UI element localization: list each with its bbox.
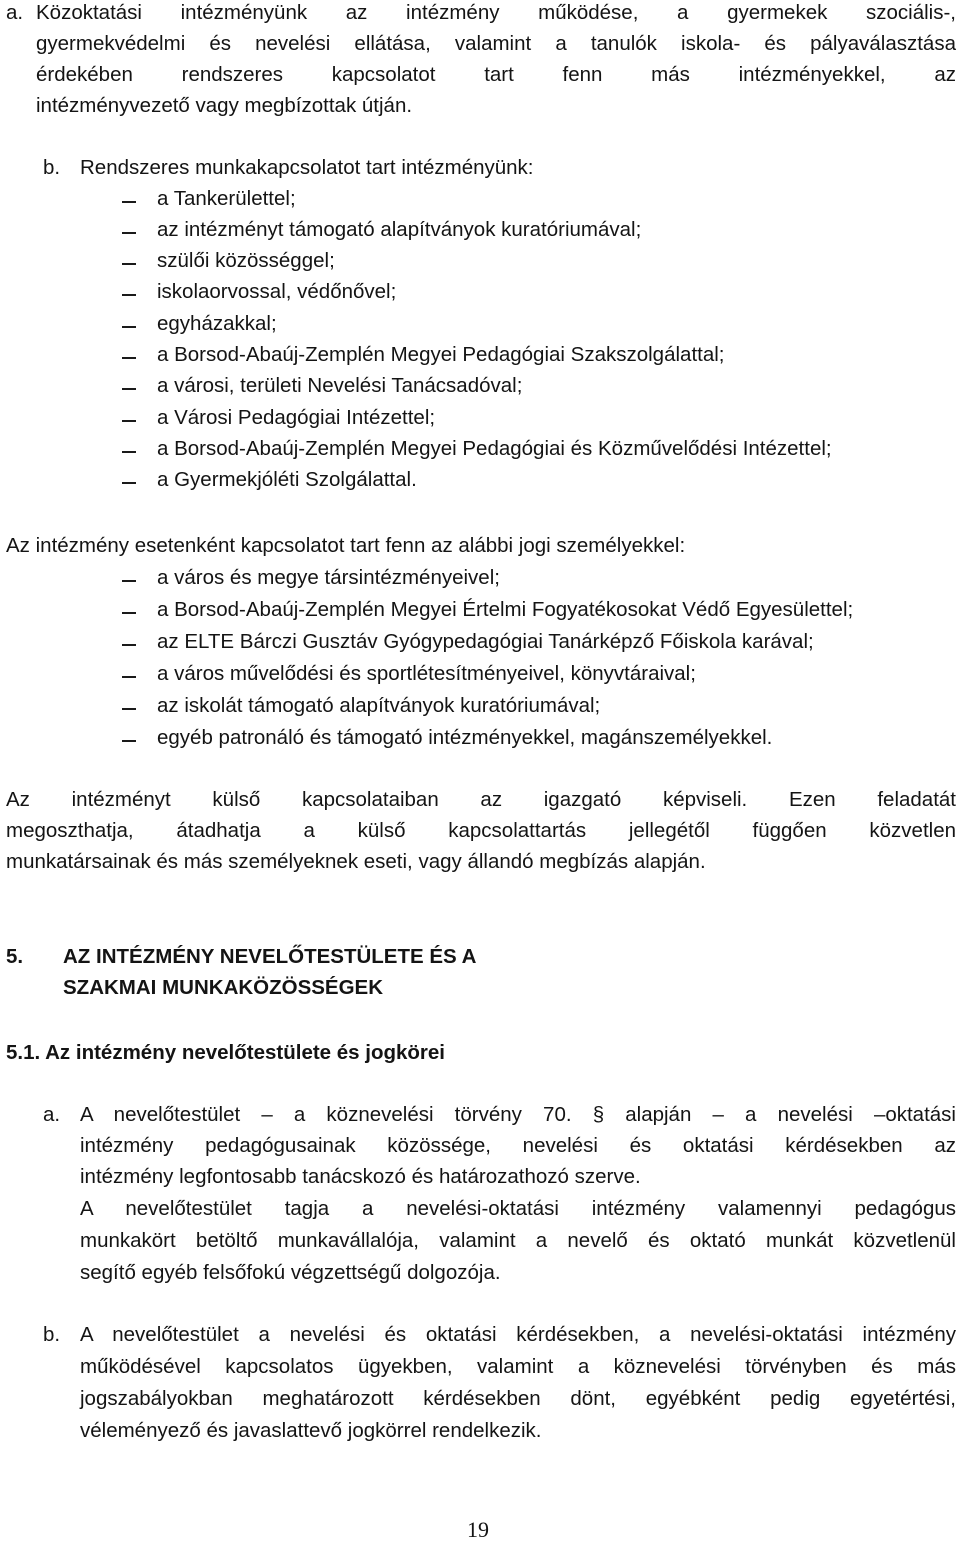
bullet-dash [122,232,136,234]
chapter-title-line-1: AZ INTÉZMÉNY NEVELŐTESTÜLETE ÉS A [63,945,477,968]
bullet-dash [122,263,136,265]
list-item: a városi, területi Nevelési Tanácsadóval; [157,374,523,397]
point-b-line-1: A nevelőtestület a nevelési és oktatási kérdésekben, a nevelési-oktatási intézmény [80,1323,956,1346]
bullet-dash [122,326,136,328]
bullet-dash [122,294,136,296]
bullet-dash [122,580,136,582]
section-a-line-1: Közoktatási intézményünk az intézmény működése, a gyermekek szociális-, [36,1,956,24]
list-item: a Borsod-Abaúj-Zemplén Megyei Pedagógiai és Közművelődési Intézettel; [157,437,832,460]
section-a-line-4: intézményvezető vagy megbízottak útján. [36,94,413,117]
occasional-intro: Az intézmény esetenként kapcsolatot tart fenn az alábbi jogi személyekkel: [6,534,686,557]
point-a-label: a. [43,1103,61,1126]
bullet-dash [122,482,136,484]
section-b-label: b. [43,156,61,179]
point-b-line-3: jogszabályokban meghatározott kérdésekben dönt, egyébként pedig egyetértési, [80,1387,956,1410]
bullet-dash [122,420,136,422]
bullet-dash [122,357,136,359]
list-item: a Tankerülettel; [157,187,296,210]
section-b-intro: Rendszeres munkakapcsolatot tart intézményünk: [80,156,534,179]
point-b-label: b. [43,1323,61,1346]
point-b-line-2: működésével kapcsolatos ügyekben, valamint a köznevelési törvényben és más [80,1355,956,1378]
chapter-number: 5. [6,945,24,968]
section-a-line-3: érdekében rendszeres kapcsolatot tart fenn más intézményekkel, az [36,63,956,86]
point-a-line-5: munkakört betöltő munkavállalója, valamint a nevelő és oktató munkát közvetlenül [80,1229,956,1252]
point-b-line-4: véleményező és javaslattevő jogkörrel rendelkezik. [80,1419,542,1442]
point-a-line-2: intézmény pedagógusainak közössége, nevelési és oktatási kérdésekben az [80,1134,956,1157]
bullet-dash [122,612,136,614]
list-item: a Borsod-Abaúj-Zemplén Megyei Értelmi Fogyatékosokat Védő Egyesülettel; [157,598,854,621]
list-item: egyéb patronáló és támogató intézményekkel, magánszemélyekkel. [157,726,773,749]
bullet-dash [122,740,136,742]
bullet-dash [122,644,136,646]
subsection-title: 5.1. Az intézmény nevelőtestülete és jogkörei [6,1041,445,1064]
list-item: egyházakkal; [157,312,277,335]
representation-line-2: megoszthatja, átadhatja a külső kapcsolattartás jellegétől függően közvetlen [6,819,956,842]
section-a-line-2: gyermekvédelmi és nevelési ellátása, valamint a tanulók iskola- és pályaválasztása [36,32,956,55]
bullet-dash [122,201,136,203]
chapter-title-line-2: SZAKMAI MUNKAKÖZÖSSÉGEK [63,976,384,999]
list-item: a Városi Pedagógiai Intézettel; [157,406,436,429]
point-a-line-3: intézmény legfontosabb tanácskozó és határozathozó szerve. [80,1165,641,1188]
list-item: szülői közösséggel; [157,249,335,272]
page-number: 19 [467,1517,489,1542]
list-item: az intézményt támogató alapítványok kuratóriumával; [157,218,642,241]
representation-line-1: Az intézményt külső kapcsolataiban az igazgató képviseli. Ezen feladatát [6,788,956,811]
point-a-line-6: segítő egyéb felsőfokú végzettségű dolgozója. [80,1261,501,1284]
bullet-dash [122,388,136,390]
section-a-label: a. [6,1,24,24]
list-item: iskolaorvossal, védőnővel; [157,280,397,303]
bullet-dash [122,676,136,678]
bullet-dash [122,451,136,453]
list-item: az ELTE Bárczi Gusztáv Gyógypedagógiai Tanárképző Főiskola karával; [157,630,814,653]
list-item: a város és megye társintézményeivel; [157,566,500,589]
list-item: a Borsod-Abaúj-Zemplén Megyei Pedagógiai Szakszolgálattal; [157,343,725,366]
list-item: az iskolát támogató alapítványok kuratóriumával; [157,694,601,717]
list-item: a város művelődési és sportlétesítményeivel, könyvtáraival; [157,662,696,685]
list-item: a Gyermekjóléti Szolgálattal. [157,468,417,491]
bullet-dash [122,708,136,710]
point-a-line-4: A nevelőtestület tagja a nevelési-oktatási intézmény valamennyi pedagógus [80,1197,956,1220]
point-a-line-1: A nevelőtestület – a köznevelési törvény 70. § alapján – a nevelési –oktatási [80,1103,956,1126]
representation-line-3: munkatársainak és más személyeknek eseti, vagy állandó megbízás alapján. [6,850,706,873]
